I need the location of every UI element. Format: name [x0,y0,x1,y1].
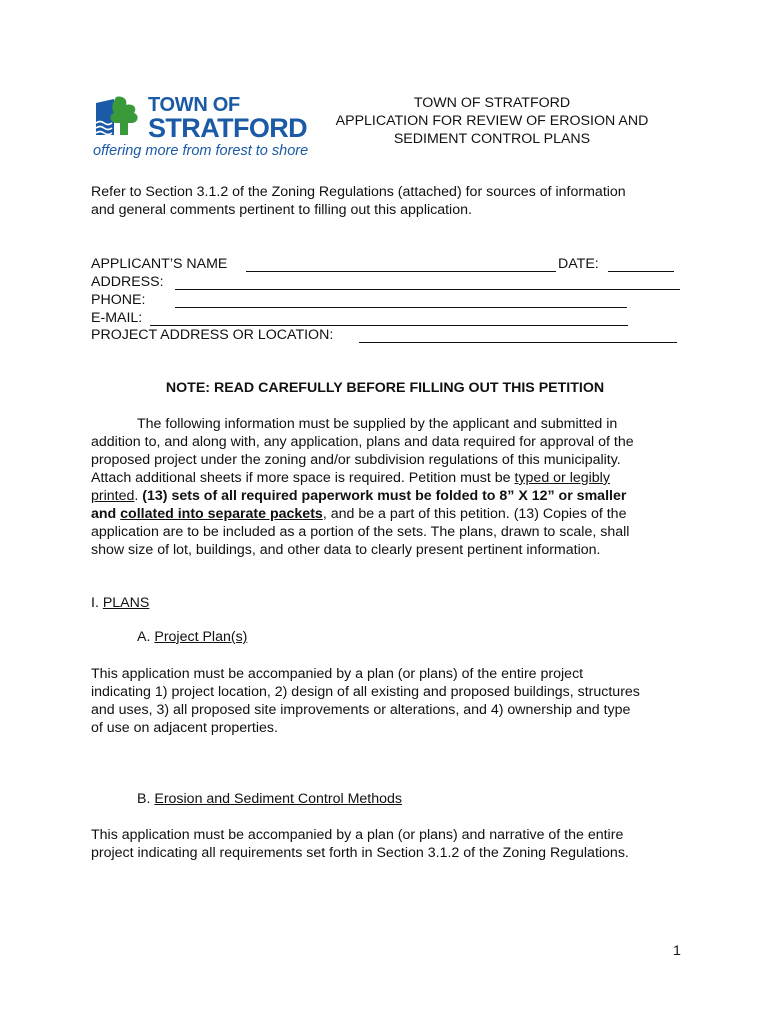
phone-label: PHONE: [91,292,146,308]
note-typed-legibly: typed or legibly [514,470,610,486]
subsection-a-prefix: A. [137,629,155,645]
subsection-a-title: Project Plan(s) [154,629,248,645]
date-field[interactable] [608,271,674,272]
header-line-1: TOWN OF STRATFORD [413,95,571,111]
note-sets-folded: (13) sets of all required paperwork must be folded to 8” X 12” or smaller [142,488,627,504]
section-numeral: I. [91,595,103,611]
header-line-3: SEDIMENT CONTROL PLANS [393,131,591,147]
project-address-label: PROJECT ADDRESS OR LOCATION: [91,327,334,343]
note-line-6-rest: , and be a part of this petition. (13) Copies of the [322,506,627,522]
section-plans-title: PLANS [102,595,150,611]
note-line-8: show size of lot, buildings, and other data to clearly present pertinent information. [91,542,601,558]
address-field[interactable] [175,289,680,290]
note-printed: printed [91,488,135,504]
phone-field[interactable] [175,307,627,308]
subsection-b-line-2: project indicating all requirements set forth in Section 3.1.2 of the Zoning Regulations. [91,845,629,861]
note-and: and [91,506,121,522]
email-field[interactable] [150,325,628,326]
subsection-b-title: Erosion and Sediment Control Methods [154,791,402,807]
page-number: 1 [673,943,681,959]
date-label: DATE: [558,256,599,272]
note-line-5 [91,487,691,505]
email-label: E-MAIL: [91,310,143,326]
subsection-b-prefix: B. [137,791,155,807]
note-line-3: proposed project under the zoning and/or subdivision regulations of this municipality. [91,452,621,468]
subsection-a-line-1: This application must be accompanied by a plan (or plans) of the entire project [91,666,584,682]
subsection-a-heading [137,629,247,645]
note-collated: collated into separate packets [120,506,323,522]
project-address-field[interactable] [359,342,677,343]
note-line-4 [91,469,691,487]
logo-tagline: offering more from forest to shore [93,143,309,159]
intro-line-2: and general comments pertinent to filling out this application. [91,202,472,218]
subsection-b-heading [137,791,402,807]
note-line-4-text: Attach additional sheets if more space is required. Petition must be [91,470,515,486]
subsection-b-line-1: This application must be accompanied by a plan (or plans) and narrative of the entire [91,827,624,843]
address-label: ADDRESS: [91,274,164,290]
note-line-6 [91,505,691,523]
applicant-name-field[interactable] [246,271,556,272]
section-plans-heading [91,595,149,611]
note-period: . [134,488,143,504]
subsection-a-line-4: of use on adjacent properties. [91,720,278,736]
note-line-2: addition to, and along with, any application, plans and data required for approval of the [91,434,634,450]
subsection-a-line-2: indicating 1) project location, 2) design of all existing and proposed buildings, structures [91,684,640,700]
intro-line-1: Refer to Section 3.1.2 of the Zoning Regulations (attached) for sources of information [91,184,626,200]
note-heading: NOTE: READ CAREFULLY BEFORE FILLING OUT THIS PETITION [165,380,605,396]
logo-stratford: STRATFORD [148,113,308,143]
subsection-a-line-3: and uses, 3) all proposed site improvements or alterations, and 4) ownership and type [91,702,631,718]
applicant-name-label: APPLICANT’S NAME [91,256,228,272]
note-line-1: The following information must be supplied by the applicant and submitted in [137,416,618,432]
note-line-7: application are to be included as a portion of the sets. The plans, drawn to scale, shall [91,524,630,540]
header-line-2: APPLICATION FOR REVIEW OF EROSION AND [335,113,649,129]
logo-town-of: TOWN OF [148,94,240,116]
